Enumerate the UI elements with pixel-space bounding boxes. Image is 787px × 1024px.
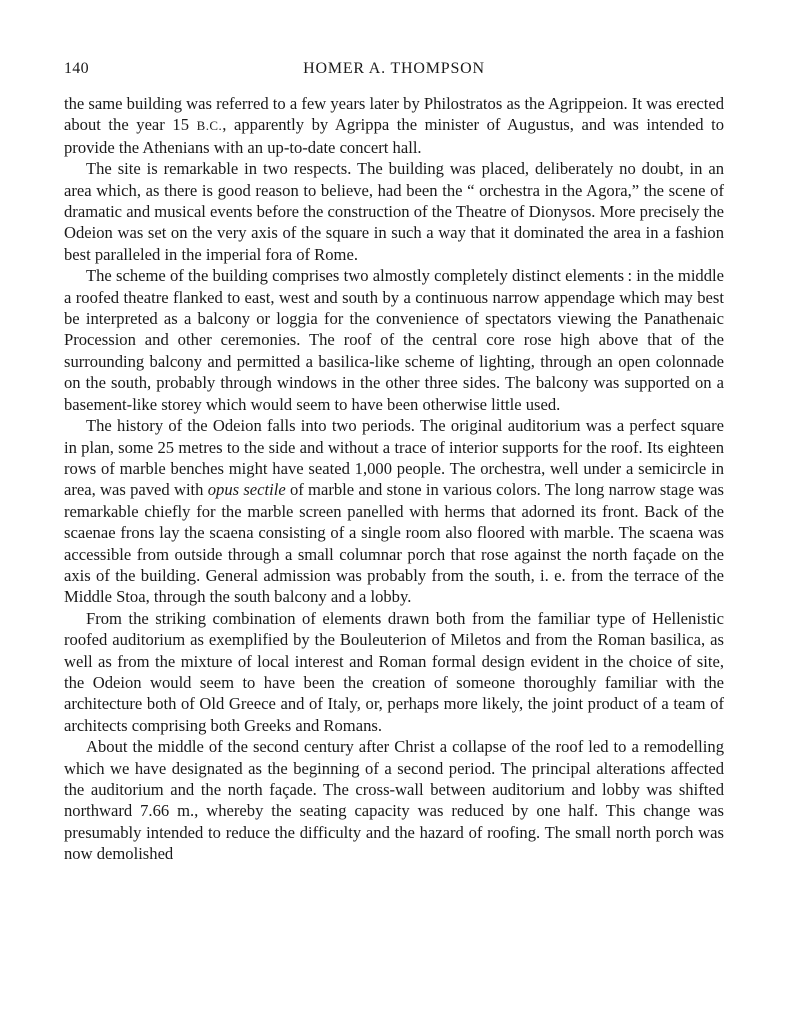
- paragraph: [64, 93, 724, 158]
- paragraph-text: the same building was referred to a few years later by Philostratos as the Agrippeion. It was erected about the year 15: [64, 94, 724, 135]
- small-caps-text: B.C.: [196, 118, 223, 134]
- paragraph-text: The site is remarkable in two respects. The building was placed, deliberately no doubt, in an area which, as there is good reason to believe, had been the “ orchestra in the Agora,” the scene of dramatic and musical events before the construction of the Theatre of Dionysos. More precisely the Odeion was set on the very axis of the square in such a way that it dominated the area in a fashion best paralleled in the imperial fora of Rome.: [64, 159, 724, 264]
- paragraph-text: From the striking combination of elements drawn both from the familiar type of Hellenistic roofed auditorium as exemplified by the Bouleuterion of Miletos and from the Roman basilica, as well as from the mixture of local interest and Roman formal design evident in the choice of site, the Odeion would seem to have been the creation of someone thoroughly familiar with the architecture both of Old Greece and of Italy, or, perhaps more likely, the joint product of a team of architects comprising both Greeks and Romans.: [64, 608, 724, 735]
- paragraph: [64, 158, 724, 265]
- paragraph: [64, 736, 724, 864]
- paragraph-text: The scheme of the building comprises two almostly completely distinct elements : in the middle a roofed theatre flanked to east, west and south by a continuous narrow appendage which may best be interpreted as a balcony or loggia for the convenience of spectators viewing the Panathenaic Procession and other ceremonies. The roof of the central core rose high above that of the surrounding balcony and permitted a basilica-like scheme of lighting, through an open colonnade on the south, probably through windows in the other three sides. The balcony was supported on a basement-like storey which would seem to have been otherwise little used.: [64, 266, 724, 414]
- page-number: 140: [64, 60, 89, 77]
- paragraph: [64, 608, 724, 736]
- paragraph-text: About the middle of the second century after Christ a collapse of the roof led to a remodelling which we have designated as the beginning of a second period. The principal alterations affected the auditorium and the north façade. The cross-wall between auditorium and lobby was shifted northward 7.66 m., whereby the seating capacity was reduced by one half. This change was presumably intended to reduce the difficulty and the hazard of roofing. The small north porch was now demolished: [64, 737, 724, 864]
- paragraph: [64, 415, 724, 608]
- running-head-author: HOMER A. THOMPSON: [303, 60, 485, 77]
- paragraph-text: , apparently by Agrippa the minister of Augustus, and was intended to provide the Athenians with an up-to-date concert hall.: [64, 115, 724, 157]
- body-text: [64, 93, 724, 865]
- paragraph-text: of marble and stone in various colors. The long narrow stage was remarkable chiefly for the marble screen panelled with herms that adorned its front. Back of the scaenae frons lay the scaena consisting of a single room also floored with marble. The scaena was accessible from outside through a small columnar porch that rose against the north façade on the axis of the building. General admission was probably from the south, i. e. from the terrace of the Middle Stoa, through the south balcony and a lobby.: [64, 480, 724, 607]
- paragraph: [64, 265, 724, 415]
- italic-term: opus sectile: [207, 480, 286, 500]
- paragraph-text: The history of the Odeion falls into two periods. The original auditorium was a perfect square in plan, some 25 metres to the side and without a trace of interior supports for the roof. Its eighteen rows of marble benches might have seated 1,000 people. The orchestra, well under a semicircle in area, was paved with: [64, 416, 724, 500]
- running-head: [64, 60, 724, 82]
